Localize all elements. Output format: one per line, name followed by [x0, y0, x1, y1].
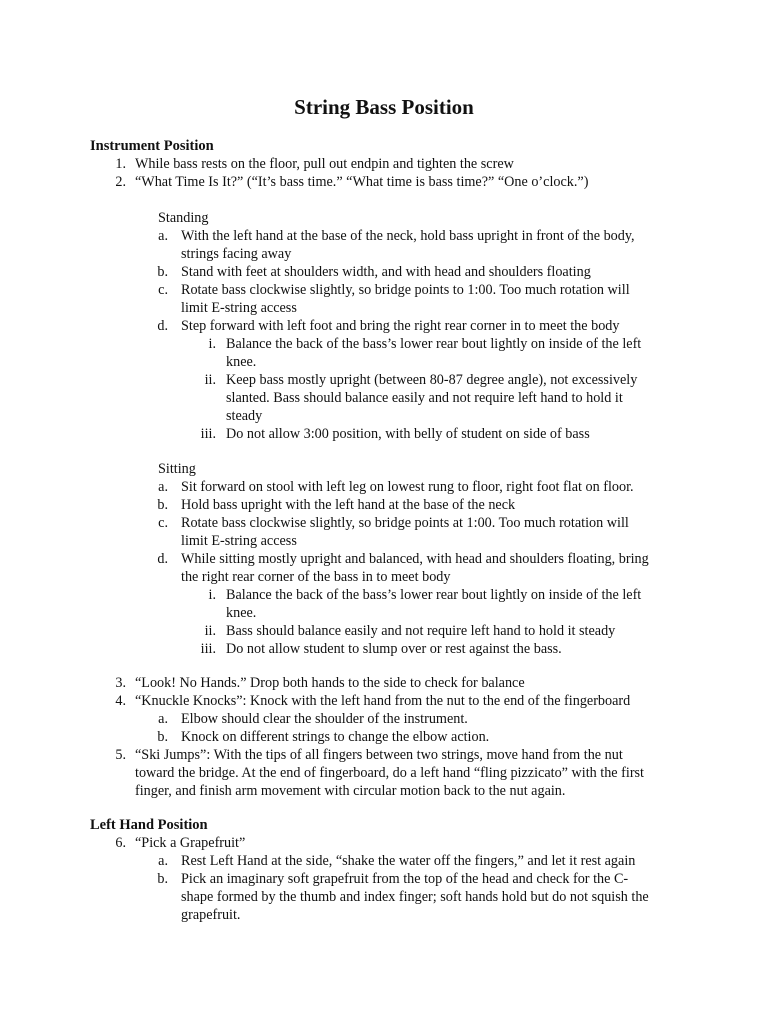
- subsection-label-standing: Standing: [158, 210, 209, 226]
- list-letter: b.: [157, 264, 168, 280]
- list-item-text: toward the bridge. At the end of fingerboard, do a left hand “fling pizzicato” with the first: [135, 765, 645, 781]
- list-item-text: Balance the back of the bass’s lower rear bout lightly on inside of the left: [226, 587, 642, 603]
- list-item-text: finger, and finish arm movement with circular motion back to the nut again.: [135, 783, 566, 799]
- list-number: 1.: [115, 156, 126, 172]
- list-letter: c.: [158, 282, 168, 298]
- list-item-text: While bass rests on the floor, pull out endpin and tighten the screw: [135, 156, 514, 172]
- list-letter: b.: [157, 497, 168, 513]
- list-item-text: “What Time Is It?” (“It’s bass time.” “What time is bass time?” “One o’clock.”): [135, 174, 589, 190]
- list-roman: ii.: [204, 623, 216, 639]
- list-number: 6.: [115, 835, 126, 851]
- list-number: 2.: [115, 174, 126, 190]
- list-letter: a.: [158, 853, 168, 869]
- list-number: 4.: [115, 693, 126, 709]
- page-title: String Bass Position: [294, 95, 474, 119]
- list-item-text: Rotate bass clockwise slightly, so bridge points at 1:00. Too much rotation will: [181, 515, 629, 531]
- list-item-text: limit E-string access: [181, 300, 297, 316]
- list-roman: ii.: [204, 372, 216, 388]
- list-roman: iii.: [200, 641, 216, 657]
- list-letter: a.: [158, 711, 168, 727]
- list-roman: iii.: [200, 426, 216, 442]
- list-item-text: Elbow should clear the shoulder of the instrument.: [181, 711, 468, 727]
- list-item-text: the right rear corner of the bass in to meet body: [181, 569, 451, 585]
- list-item-text: Sit forward on stool with left leg on lowest rung to floor, right foot flat on floor.: [181, 479, 634, 495]
- list-item-text: Balance the back of the bass’s lower rear bout lightly on inside of the left: [226, 336, 642, 352]
- list-item-text: Bass should balance easily and not require left hand to hold it steady: [226, 623, 616, 639]
- subsection-label-sitting: Sitting: [158, 461, 196, 477]
- list-item-text: Do not allow 3:00 position, with belly of student on side of bass: [226, 426, 590, 442]
- list-item-text: With the left hand at the base of the neck, hold bass upright in front of the body,: [181, 228, 635, 244]
- list-roman: i.: [208, 587, 216, 603]
- list-item-text: knee.: [226, 354, 257, 370]
- list-letter: d.: [157, 318, 168, 334]
- list-item-text: limit E-string access: [181, 533, 297, 549]
- list-letter: d.: [157, 551, 168, 567]
- list-item-text: “Pick a Grapefruit”: [135, 835, 246, 851]
- list-item-text: Stand with feet at shoulders width, and with head and shoulders floating: [181, 264, 591, 280]
- heading-instrument-position: Instrument Position: [90, 138, 214, 154]
- heading-left-hand-position: Left Hand Position: [90, 817, 208, 833]
- list-item-text: “Ski Jumps”: With the tips of all fingers between two strings, move hand from the nut: [135, 747, 623, 763]
- list-item-text: Hold bass upright with the left hand at the base of the neck: [181, 497, 516, 513]
- list-item-text: slanted. Bass should balance easily and not require left hand to hold it: [226, 390, 623, 406]
- list-item-text: knee.: [226, 605, 257, 621]
- list-item-text: Pick an imaginary soft grapefruit from the top of the head and check for the C-: [181, 871, 629, 887]
- list-item-text: steady: [226, 408, 263, 424]
- list-item-text: While sitting mostly upright and balanced, with head and shoulders floating, bring: [181, 551, 649, 567]
- list-letter: b.: [157, 871, 168, 887]
- list-letter: b.: [157, 729, 168, 745]
- list-item-text: “Knuckle Knocks”: Knock with the left hand from the nut to the end of the fingerboard: [135, 693, 631, 709]
- list-item-text: Do not allow student to slump over or rest against the bass.: [226, 641, 562, 657]
- list-number: 5.: [115, 747, 126, 763]
- list-letter: c.: [158, 515, 168, 531]
- list-item-text: Knock on different strings to change the elbow action.: [181, 729, 490, 745]
- list-item-text: Rotate bass clockwise slightly, so bridge points to 1:00. Too much rotation will: [181, 282, 630, 298]
- list-letter: a.: [158, 479, 168, 495]
- list-item-text: Step forward with left foot and bring the right rear corner in to meet the body: [181, 318, 620, 334]
- list-item-text: strings facing away: [181, 246, 292, 262]
- list-number: 3.: [115, 675, 126, 691]
- list-letter: a.: [158, 228, 168, 244]
- list-item-text: grapefruit.: [181, 907, 241, 923]
- list-item-text: Rest Left Hand at the side, “shake the water off the fingers,” and let it rest again: [181, 853, 636, 869]
- list-item-text: Keep bass mostly upright (between 80-87 degree angle), not excessively: [226, 372, 638, 388]
- list-item-text: shape formed by the thumb and index finger; soft hands hold but do not squish the: [181, 889, 649, 905]
- list-item-text: “Look! No Hands.” Drop both hands to the side to check for balance: [135, 675, 525, 691]
- list-roman: i.: [208, 336, 216, 352]
